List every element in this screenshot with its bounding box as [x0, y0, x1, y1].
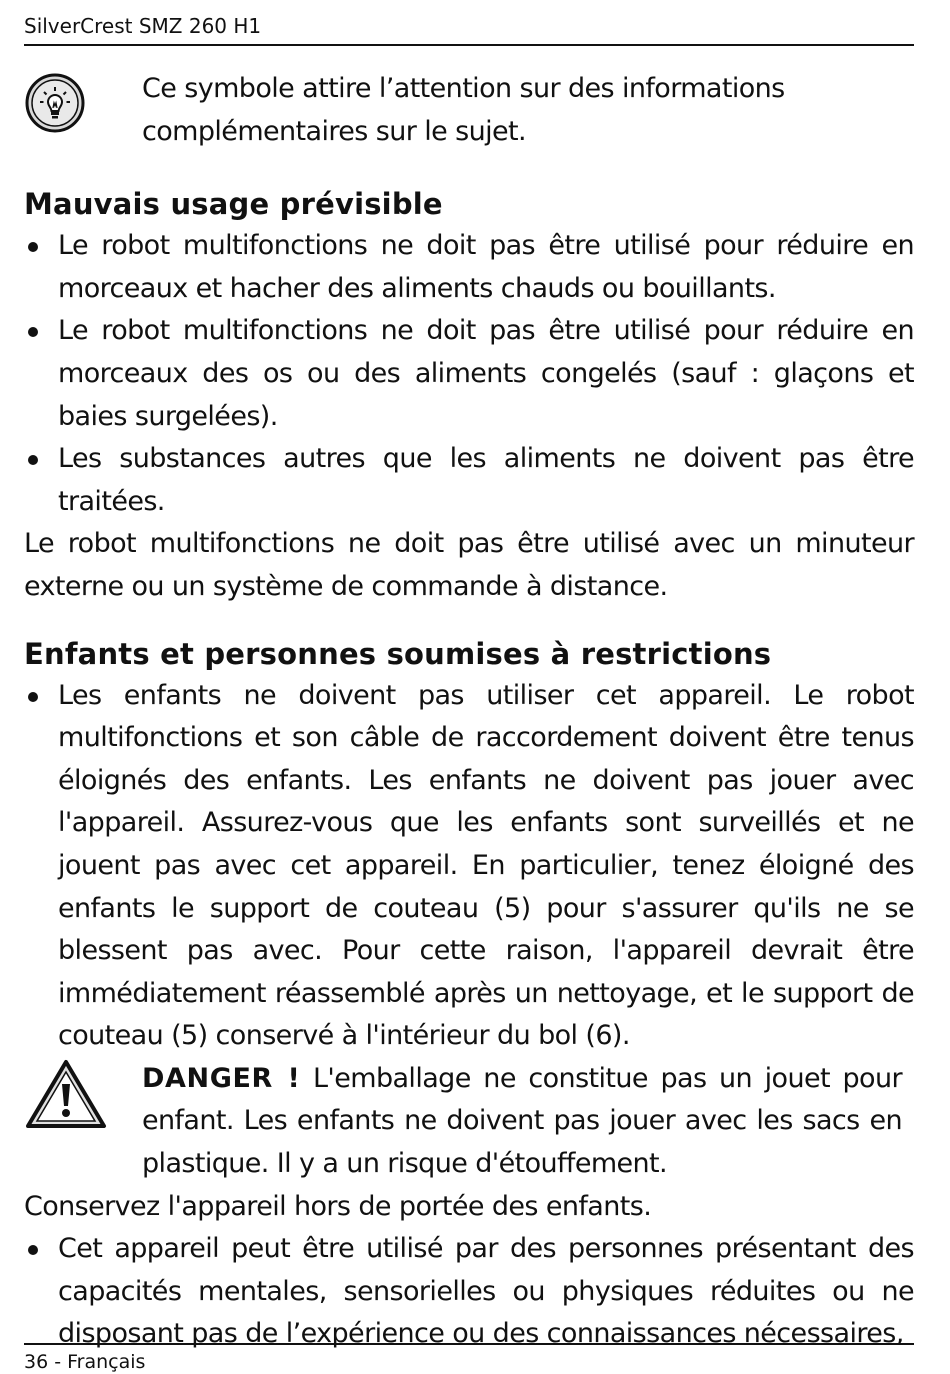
danger-block: [24, 1058, 914, 1186]
page-number: 36 - Français: [24, 1351, 146, 1373]
children-list-2: [24, 1228, 914, 1356]
warning-triangle-icon: [24, 1058, 142, 1144]
list-item: Le robot multifonctions ne doit pas être utilisé pour réduire en morceaux et hacher des aliments chauds ou bouillants.: [24, 225, 914, 310]
tip-text: Ce symbole attire l’attention sur des informations complémentaires sur le sujet.: [142, 73, 785, 147]
misuse-list: [24, 225, 914, 523]
danger-text: [142, 1058, 902, 1186]
section-heading-children: Enfants et personnes soumises à restrictions: [24, 636, 772, 671]
section-heading-misuse: Mauvais usage prévisible: [24, 187, 443, 222]
header-title: SilverCrest SMZ 260 H1: [24, 14, 262, 38]
danger-message: L'emballage ne constitue pas un jouet pour enfant. Les enfants ne doivent pas jouer avec les sacs en plastique. Il y a un risque d'étouffement.: [142, 1062, 902, 1180]
list-item: Le robot multifonctions ne doit pas être utilisé pour réduire en morceaux des os ou des aliments congelés (sauf : glaçons et baies surgelées).: [24, 310, 914, 438]
list-item: Les enfants ne doivent pas utiliser cet appareil. Le robot multifonctions et son câble de raccordement doivent être tenus éloignés des enfants. Les enfants ne doivent pas jouer avec l'appareil. Assurez-vous que les enfants sont surveillés et ne jouent pas avec cet appareil. En particulier, tenez éloigné des enfants le support de couteau (5) pour s'assurer qu'ils ne se blessent pas avec. Pour cette raison, l'appareil devrait être immédiatement réassemblé après un nettoyage, et le support de couteau (5) conservé à l'intérieur du bol (6).: [24, 675, 914, 1058]
list-item: Les substances autres que les aliments ne doivent pas être traitées.: [24, 438, 914, 523]
lightbulb-icon: [24, 68, 142, 148]
page-content: [24, 68, 914, 1356]
page-footer: [24, 1343, 914, 1373]
tip-block: [24, 68, 914, 153]
misuse-paragraph: Le robot multifonctions ne doit pas être utilisé avec un minuteur externe ou un système de commande à distance.: [24, 528, 914, 602]
children-list: [24, 675, 914, 1058]
page-header: [24, 8, 914, 46]
danger-label: DANGER !: [142, 1062, 301, 1094]
children-paragraph: Conservez l'appareil hors de portée des enfants.: [24, 1190, 652, 1222]
list-item: Cet appareil peut être utilisé par des personnes présentant des capacités mentales, sensorielles ou physiques réduites ou ne disposant pas de l’expérience ou des connaissances nécessaires,: [24, 1228, 914, 1356]
